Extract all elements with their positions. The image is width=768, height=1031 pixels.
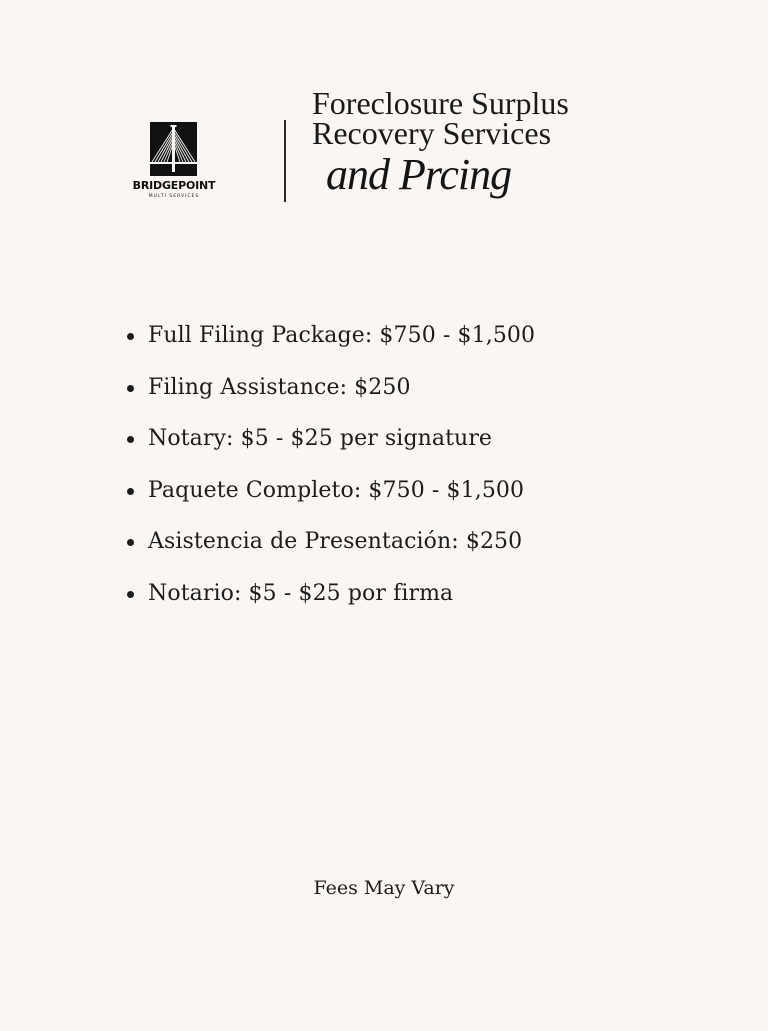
bullet-icon <box>127 385 134 392</box>
pricing-item-text: Paquete Completo: $750 - $1,500 <box>148 477 525 503</box>
bullet-icon <box>127 333 134 340</box>
list-item <box>148 421 535 473</box>
bullet-icon <box>127 591 134 598</box>
list-item <box>148 473 535 525</box>
list-item <box>148 370 535 422</box>
page-title-line-1: Foreclosure Surplus <box>312 85 569 121</box>
pricing-item-text: Full Filing Package: $750 - $1,500 <box>148 323 536 348</box>
list-item <box>148 318 535 370</box>
pricing-list <box>148 318 535 628</box>
pricing-item-text: Notary: $5 - $25 per signature <box>148 426 493 452</box>
pricing-item-text: Notario: $5 - $25 por firma <box>148 580 454 606</box>
bullet-icon <box>127 488 134 495</box>
page-subtitle-script: and Prcing <box>326 150 512 199</box>
list-item <box>148 524 535 576</box>
list-item <box>148 576 535 628</box>
bullet-icon <box>127 436 134 443</box>
page-title-line-2: Recovery Services <box>312 115 552 151</box>
bullet-icon <box>127 539 134 546</box>
logo-tagline: MULTI SERVICES <box>148 194 200 199</box>
pricing-item-text: Filing Assistance: $250 <box>148 374 411 400</box>
company-logo <box>128 122 220 202</box>
pricing-item-text: Asistencia de Presentación: $250 <box>148 529 523 555</box>
header-divider <box>284 120 286 202</box>
bridge-logo-icon <box>150 122 197 176</box>
logo-wordmark: BRIDGEPOINT <box>132 179 216 192</box>
fees-note: Fees May Vary <box>313 877 455 899</box>
